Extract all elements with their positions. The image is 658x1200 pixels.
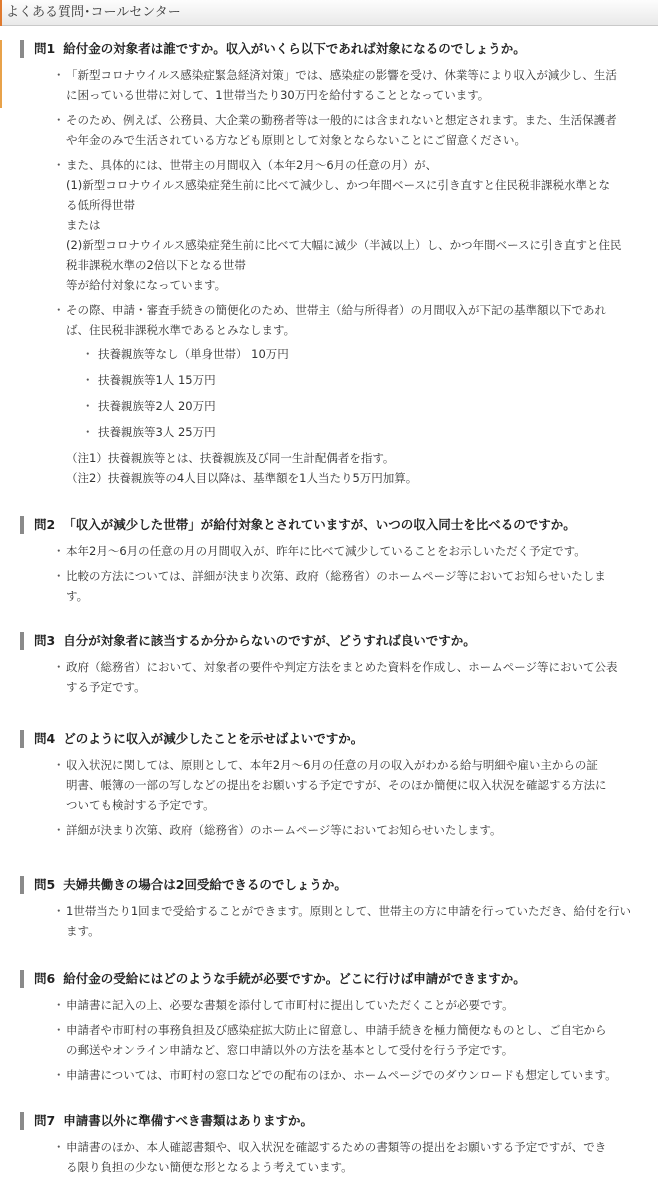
answer-item — [53, 1020, 640, 1060]
answer-item — [53, 1137, 640, 1177]
answer-line: 申請書については、市町村の窓口などでの配布のほか、ホームページでのダウンロードも想定しています。 — [66, 1068, 617, 1082]
question-number: 問7 — [34, 1113, 56, 1128]
page-header — [0, 0, 658, 26]
question-number: 問2 — [34, 517, 56, 532]
answer-line: (2)新型コロナウイルス感染症発生前に比べて大幅に減少（半減以上）し、かつ年間ベースに引き直すと住民 — [66, 238, 622, 252]
question-number: 問6 — [34, 971, 56, 986]
threshold-text: 扶養親族等2人 20万円 — [98, 399, 216, 413]
question-heading — [20, 632, 658, 650]
bullet-icon: ・ — [53, 904, 65, 918]
bullet-icon: ・ — [53, 158, 65, 172]
faq-item-6 — [0, 970, 658, 1085]
answer-line: る限り負担の少ない簡便な形となるよう考えています。 — [66, 1160, 353, 1174]
bullet-icon: ・ — [53, 758, 65, 772]
answer-item — [53, 110, 640, 150]
answer-item — [53, 755, 640, 815]
threshold-item — [82, 370, 658, 390]
note-text: （注1）扶養親族等とは、扶養親族及び同一生計配偶者を指す。 — [66, 451, 395, 465]
question-heading — [20, 1112, 658, 1130]
answer-item — [53, 820, 640, 840]
bullet-icon: ・ — [53, 569, 65, 583]
answer-line: 申請者や市町村の事務負担及び感染症拡大防止に留意し、申請手続きを極力簡便なものとし、ご自宅から — [66, 1023, 607, 1037]
question-text: 給付金の対象者は誰ですか。収入がいくら以下であれば対象になるのでしょうか。 — [63, 41, 526, 56]
answer-line: 詳細が決まり次第、政府（総務省）のホームページ等においてお知らせいたします。 — [66, 823, 502, 837]
question-marker-bar — [20, 970, 24, 988]
bullet-icon: ・ — [53, 1140, 65, 1154]
faq-item-1 — [0, 40, 658, 488]
answer-line: や年金のみで生活されている方なども原則として対象とならないことにご留意ください。 — [66, 133, 526, 147]
notes — [0, 448, 658, 488]
answer-list — [0, 995, 658, 1085]
answer-list — [0, 541, 658, 606]
answer-list — [0, 1137, 658, 1177]
answer-list — [0, 65, 658, 340]
answer-item — [53, 65, 640, 105]
answer-line: る低所得世帯 — [66, 198, 135, 212]
threshold-list — [66, 344, 658, 442]
answer-line: に困っている世帯に対して、1世帯当たり30万円を給付することとなっています。 — [66, 88, 490, 102]
answer-line: ば、住民税非課税水準であるとみなします。 — [66, 323, 296, 337]
faq-item-7 — [0, 1112, 658, 1177]
answer-line: 明書、帳簿の一部の写しなどの提出をお願いする予定ですが、そのほか簡便に収入状況を確認する方法に — [66, 778, 607, 792]
answer-line: 申請書のほか、本人確認書類や、収入状況を確認するための書類等の提出をお願いする予定ですが、でき — [66, 1140, 607, 1154]
bullet-icon: ・ — [53, 823, 65, 837]
bullet-icon: ・ — [53, 544, 65, 558]
answer-line: また、具体的には、世帯主の月間収入（本年2月～6月の任意の月）が、 — [66, 158, 438, 172]
threshold-text: 扶養親族等3人 25万円 — [98, 425, 216, 439]
threshold-text: 扶養親族等1人 15万円 — [98, 373, 216, 387]
answer-line: または — [66, 218, 101, 232]
answer-line: 政府（総務省）において、対象者の要件や判定方法をまとめた資料を作成し、ホームページ等において公表 — [66, 660, 618, 674]
bullet-icon: ・ — [53, 998, 65, 1012]
answer-line: 申請書に記入の上、必要な書類を添付して市町村に提出していただくことが必要です。 — [66, 998, 514, 1012]
answer-line: の郵送やオンライン申請など、窓口申請以外の方法を基本として受付を行う予定です。 — [66, 1043, 514, 1057]
threshold-item — [82, 422, 658, 442]
question-text: どのように収入が減少したことを示せばよいですか。 — [63, 731, 364, 746]
threshold-item — [82, 344, 658, 364]
faq-item-3 — [0, 632, 658, 697]
answer-item — [53, 901, 640, 941]
answer-list — [0, 657, 658, 697]
answer-item — [53, 541, 640, 561]
question-number: 問5 — [34, 877, 56, 892]
answer-line: (1)新型コロナウイルス感染症発生前に比べて減少し、かつ年間ベースに引き直すと住民税非課税水準とな — [66, 178, 611, 192]
answer-item — [53, 657, 640, 697]
bullet-icon: ・ — [82, 373, 94, 387]
answer-item — [53, 566, 640, 606]
answer-line: する予定です。 — [66, 680, 146, 694]
question-number: 問3 — [34, 633, 56, 648]
answer-line: ます。 — [66, 924, 100, 938]
answer-line: 1世帯当たり1回まで受給することができます。原則として、世帯主の方に申請を行っていただき、給付を行い — [66, 904, 632, 918]
question-marker-bar — [20, 730, 24, 748]
question-marker-bar — [20, 516, 24, 534]
question-heading — [20, 876, 658, 894]
question-text: 自分が対象者に該当するか分からないのですが、どうすれば良いですか。 — [63, 633, 476, 648]
faq-item-4 — [0, 730, 658, 840]
question-heading — [20, 516, 658, 534]
note-text: （注2）扶養親族等の4人目以降は、基準額を1人当たり5万円加算。 — [66, 471, 418, 485]
answer-line: 等が給付対象になっています。 — [66, 278, 227, 292]
header-accent-bar — [0, 0, 2, 26]
bullet-icon: ・ — [53, 68, 65, 82]
question-marker-bar — [20, 1112, 24, 1130]
bullet-icon: ・ — [82, 425, 94, 439]
answer-line: 「新型コロナウイルス感染症緊急経済対策」では、感染症の影響を受け、休業等により収入が減少し、生活 — [66, 68, 617, 82]
question-heading — [20, 40, 658, 58]
bullet-icon: ・ — [53, 660, 65, 674]
question-heading — [20, 730, 658, 748]
question-text: 申請書以外に準備すべき書類はありますか。 — [63, 1113, 313, 1128]
bullet-icon: ・ — [53, 303, 65, 317]
answer-item — [53, 300, 640, 340]
answer-line: ついても検討する予定です。 — [66, 798, 215, 812]
threshold-text: 扶養親族等なし（単身世帯） 10万円 — [98, 347, 289, 361]
faq-item-5 — [0, 876, 658, 941]
answer-line: 本年2月～6月の任意の月の月間収入が、昨年に比べて減少していることをお示しいただく予定です。 — [66, 544, 586, 558]
question-marker-bar — [20, 632, 24, 650]
faq-item-2 — [0, 516, 658, 606]
bullet-icon: ・ — [82, 347, 94, 361]
question-number: 問1 — [34, 41, 56, 56]
answer-line: 税非課税水準の2倍以下となる世帯 — [66, 258, 246, 272]
bullet-icon: ・ — [53, 1068, 65, 1082]
answer-item — [53, 995, 640, 1015]
answer-list — [0, 755, 658, 840]
answer-item — [53, 1065, 640, 1085]
bullet-icon: ・ — [53, 113, 65, 127]
answer-line: その際、申請・審査手続きの簡便化のため、世帯主（給与所得者）の月間収入が下記の基準額以下であれ — [66, 303, 607, 317]
question-number: 問4 — [34, 731, 56, 746]
bullet-icon: ・ — [82, 399, 94, 413]
answer-list — [0, 901, 658, 941]
page-title: よくある質問･コールセンター — [6, 5, 181, 20]
answer-item — [53, 155, 640, 295]
answer-line: そのため、例えば、公務員、大企業の勤務者等は一般的には含まれないと想定されます。また、生活保護者 — [66, 113, 617, 127]
threshold-item — [82, 396, 658, 416]
question-text: 夫婦共働きの場合は2回受給できるのでしょうか。 — [63, 877, 347, 892]
question-heading — [20, 970, 658, 988]
question-text: 給付金の受給にはどのような手続が必要ですか。どこに行けば申請ができますか。 — [63, 971, 526, 986]
answer-line: 収入状況に関しては、原則として、本年2月～6月の任意の月の収入がわかる給与明細や雇い主からの証 — [66, 758, 598, 772]
answer-line: す。 — [66, 589, 89, 603]
bullet-icon: ・ — [53, 1023, 65, 1037]
answer-line: 比較の方法については、詳細が決まり次第、政府（総務省）のホームページ等においてお知らせいたしま — [66, 569, 606, 583]
question-marker-bar — [20, 40, 24, 58]
question-marker-bar — [20, 876, 24, 894]
question-text: 「収入が減少した世帯」が給付対象とされていますが、いつの収入同士を比べるのですか。 — [63, 517, 576, 532]
